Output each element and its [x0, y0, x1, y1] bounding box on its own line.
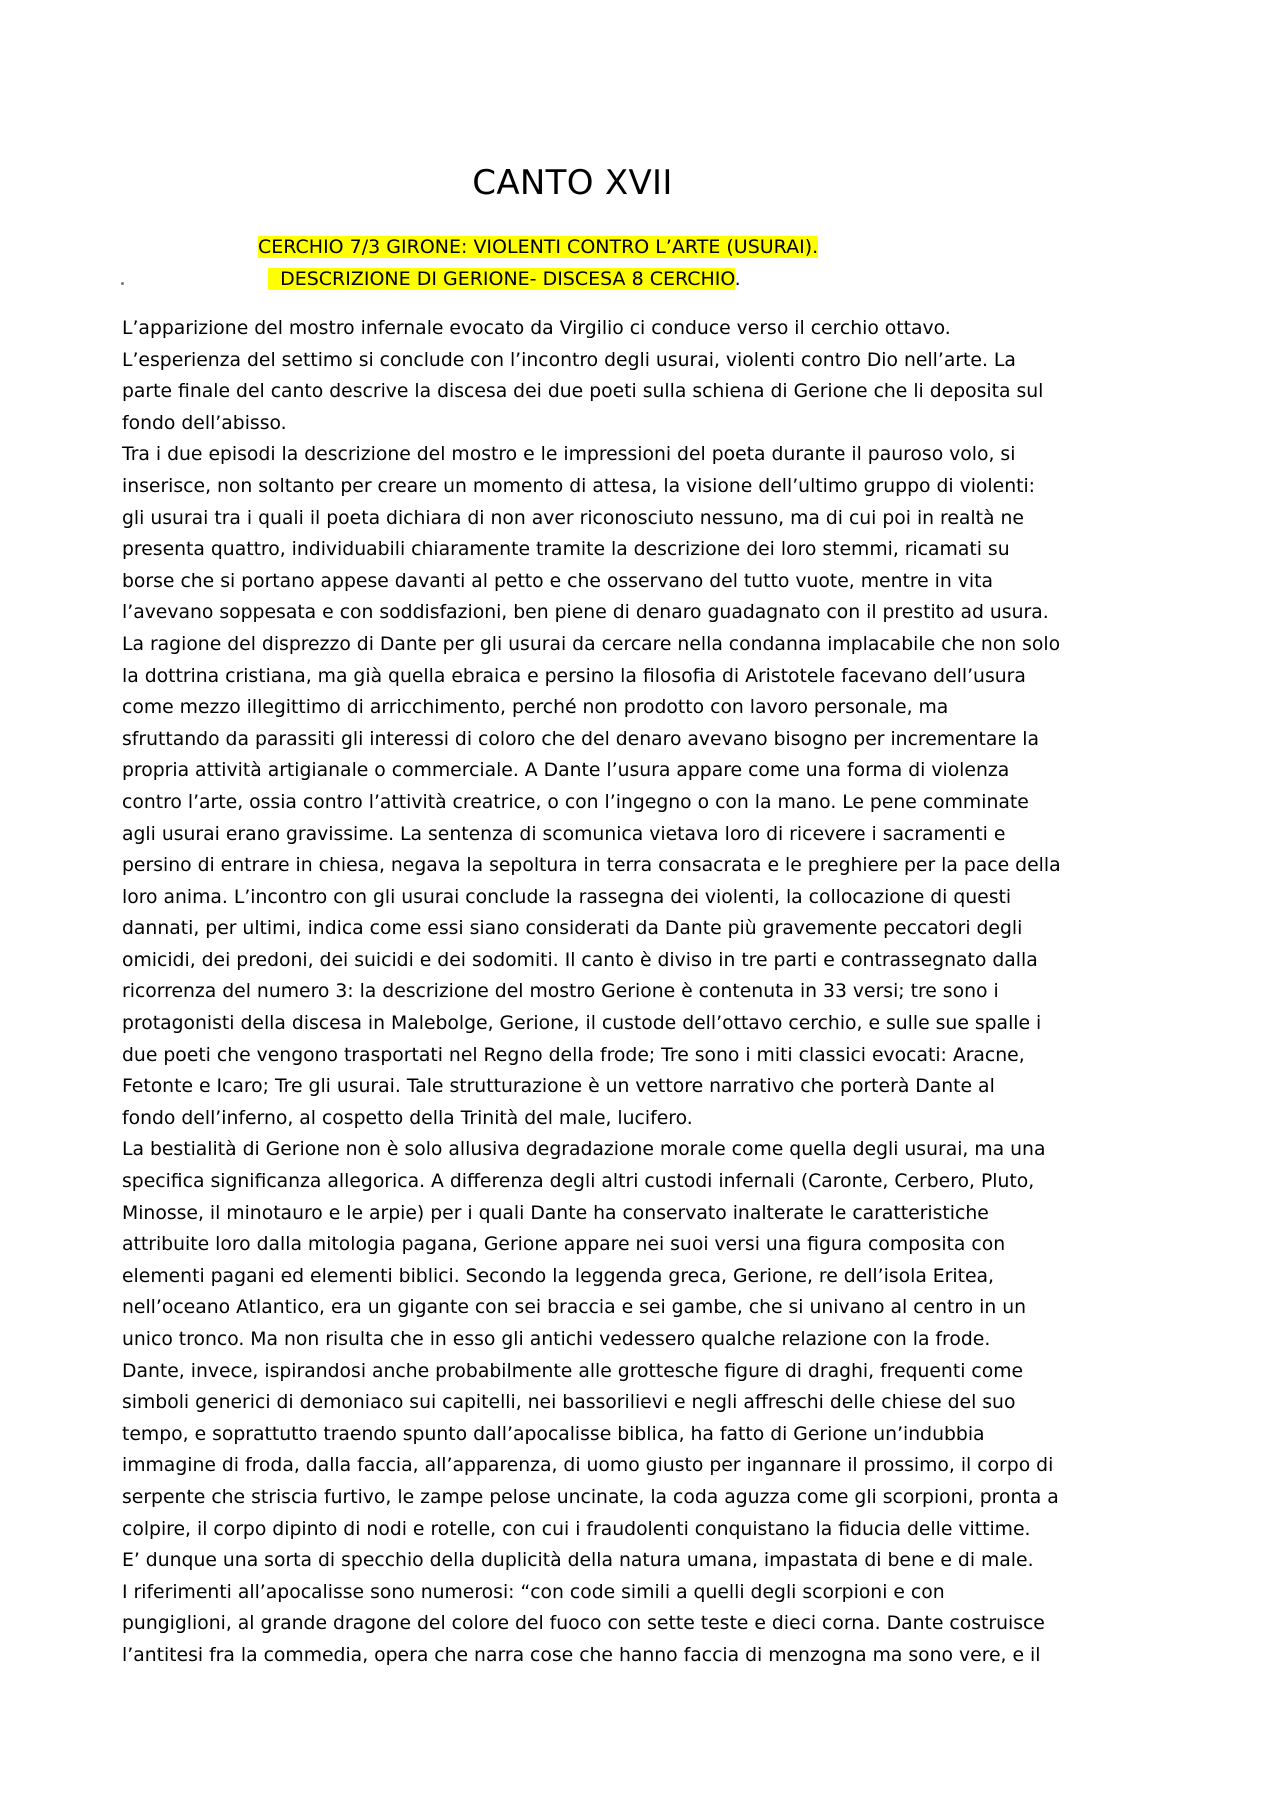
- body-line: La ragione del disprezzo di Dante per gli usurai da cercare nella condanna implacabile che non solo: [122, 633, 1061, 655]
- body-line: simboli generici di demoniaco sui capitelli, nei bassorilievi e negli affreschi delle chiese del suo: [122, 1392, 1016, 1414]
- body-line: fondo dell’abisso.: [122, 412, 287, 434]
- body-line: come mezzo illegittimo di arricchimento, perché non prodotto con lavoro personale, ma: [122, 697, 949, 719]
- body-line: L’esperienza del settimo si conclude con l’incontro degli usurai, violenti contro Dio nell’arte. La: [122, 349, 1016, 371]
- body-line: la dottrina cristiana, ma già quella ebraica e persino la filosofia di Aristotele facevano dell’usura: [122, 665, 1026, 687]
- body-line: omicidi, dei predoni, dei suicidi e dei sodomiti. Il canto è diviso in tre parti e contrassegnato dalla: [122, 949, 1038, 971]
- body-line: agli usurai erano gravissime. La sentenza di scomunica vietava loro di ricevere i sacramenti e: [122, 823, 1006, 845]
- body-line: pungiglioni, al grande dragone del colore del fuoco con sette teste e dieci corna. Dante costruisce: [122, 1613, 1045, 1635]
- body-line: fondo dell’inferno, al cospetto della Trinità del male, lucifero.: [122, 1107, 693, 1129]
- subtitle-line-1: [258, 232, 818, 262]
- body-line: La bestialità di Gerione non è solo allusiva degradazione morale come quella degli usurai, ma una: [122, 1139, 1046, 1161]
- body-line: Minosse, il minotauro e le arpie) per i quali Dante ha conservato inalterate le caratteristiche: [122, 1202, 989, 1224]
- body-line: immagine di froda, dalla faccia, all’apparenza, di uomo giusto per ingannare il prossimo, il corpo di: [122, 1455, 1054, 1477]
- body-line: Tra i due episodi la descrizione del mostro e le impressioni del poeta durante il pauroso volo, si: [122, 444, 1016, 466]
- subtitle-line-2-text: DESCRIZIONE DI GERIONE- DISCESA 8 CERCHIO: [280, 268, 735, 290]
- body-line: nell’oceano Atlantico, era un gigante con sei braccia e sei gambe, che si univano al centro in un: [122, 1297, 1027, 1319]
- subtitle-highlight-1: CERCHIO 7/3 GIRONE: VIOLENTI CONTRO L’ARTE (USURAI).: [258, 236, 819, 258]
- body-line: sfruttando da parassiti gli interessi di coloro che del denaro avevano bisogno per incrementare la: [122, 728, 1039, 750]
- body-line: colpire, il corpo dipinto di nodi e rotelle, con cui i fraudolenti conquistano la fiducia delle vittime.: [122, 1518, 1031, 1540]
- subtitle-line-2: [268, 264, 741, 294]
- body-line: E’ dunque una sorta di specchio della duplicità della natura umana, impastata di bene e di male.: [122, 1550, 1034, 1572]
- body-line: dannati, per ultimi, indica come essi siano considerati da Dante più gravemente peccatori degli: [122, 918, 1023, 940]
- stray-dot-mark: [121, 282, 124, 285]
- body-line: l’avevano soppesata e con soddisfazioni, ben piene di denaro guadagnato con il prestito ad usura.: [122, 602, 1049, 624]
- body-line: Dante, invece, ispirandosi anche probabilmente alle grottesche figure di draghi, frequenti come: [122, 1360, 1024, 1382]
- body-line: I riferimenti all’apocalisse sono numerosi: “con code simili a quelli degli scorpioni e con: [122, 1581, 945, 1603]
- body-line: parte finale del canto descrive la discesa dei due poeti sulla schiena di Gerione che li deposita sul: [122, 381, 1044, 403]
- body-line: gli usurai tra i quali il poeta dichiara di non aver riconosciuto nessuno, ma di cui poi in realtà ne: [122, 507, 1024, 529]
- body-line: specifica significanza allegorica. A differenza degli altri custodi infernali (Caronte, Cerbero, Pluto,: [122, 1171, 1035, 1193]
- body-text: [122, 313, 1182, 1672]
- body-line: serpente che striscia furtivo, le zampe pelose uncinate, la coda aguzza come gli scorpioni, pronta a: [122, 1486, 1059, 1508]
- body-line: persino di entrare in chiesa, negava la sepoltura in terra consacrata e le preghiere per la pace della: [122, 855, 1061, 877]
- body-line: Fetonte e Icaro; Tre gli usurai. Tale strutturazione è un vettore narrativo che porterà Dante al: [122, 1076, 995, 1098]
- body-line: loro anima. L’incontro con gli usurai conclude la rassegna dei violenti, la collocazione di questi: [122, 886, 1012, 908]
- body-line: l’antitesi fra la commedia, opera che narra cose che hanno faccia di menzogna ma sono vere, e il: [122, 1644, 1041, 1666]
- body-line: borse che si portano appese davanti al petto e che osservano del tutto vuote, mentre in vita: [122, 570, 993, 592]
- body-line: unico tronco. Ma non risulta che in esso gli antichi vedessero qualche relazione con la frode.: [122, 1329, 991, 1350]
- body-line: attribuite loro dalla mitologia pagana, Gerione appare nei suoi versi una figura composita con: [122, 1234, 1006, 1256]
- body-line: inserisce, non soltanto per creare un momento di attesa, la visione dell’ultimo gruppo di violenti:: [122, 475, 1036, 497]
- body-line: propria attività artigianale o commerciale. A Dante l’usura appare come una forma di violenza: [122, 760, 1010, 782]
- body-line: tempo, e soprattutto traendo spunto dall’apocalisse biblica, ha fatto di Gerione un’indubbia: [122, 1423, 985, 1445]
- body-line: due poeti che vengono trasportati nel Regno della frode; Tre sono i miti classici evocati: Aracne,: [122, 1044, 1025, 1066]
- subtitle-highlight-2: [268, 268, 735, 290]
- body-line: presenta quattro, individuabili chiaramente tramite la descrizione dei loro stemmi, ricamati su: [122, 539, 1010, 561]
- body-line: ricorrenza del numero 3: la descrizione del mostro Gerione è contenuta in 33 versi; tre sono i: [122, 981, 999, 1003]
- body-line: protagonisti della discesa in Malebolge, Gerione, il custode dell’ottavo cerchio, e sulle sue spalle i: [122, 1013, 1042, 1035]
- body-line: elementi pagani ed elementi biblici. Secondo la leggenda greca, Gerione, re dell’isola Eritea,: [122, 1265, 995, 1287]
- document-title: CANTO XVII: [472, 163, 673, 203]
- subtitle-line-2-end: .: [734, 268, 741, 290]
- body-line: contro l’arte, ossia contro l’attività creatrice, o con l’ingegno o con la mano. Le pene comminate: [122, 791, 1029, 813]
- body-line: L’apparizione del mostro infernale evocato da Virgilio ci conduce verso il cerchio ottavo.: [122, 318, 951, 339]
